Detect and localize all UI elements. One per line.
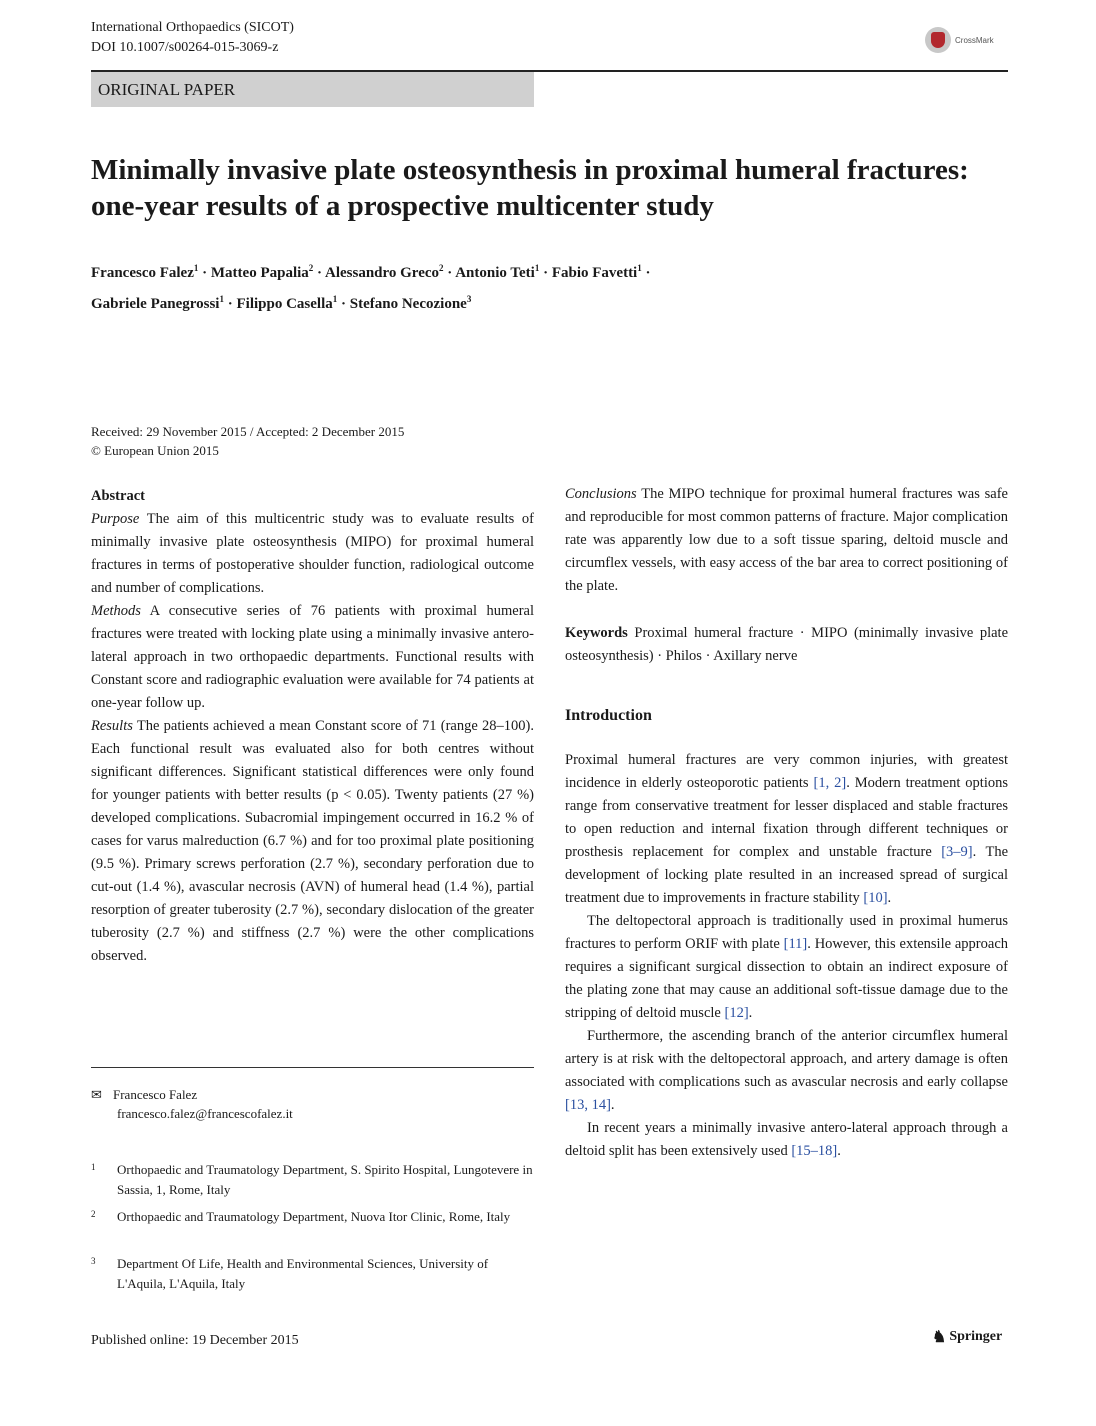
- citation-link[interactable]: [1, 2]: [813, 775, 847, 791]
- intro-paragraph-4: In recent years a minimally invasive antero-lateral approach through a deltoid split has been extensively used [15–18].: [565, 1120, 1008, 1159]
- citation-link[interactable]: [10]: [863, 890, 888, 906]
- abstract-purpose: Purpose The aim of this multicentric study was to evaluate results of minimally invasive plate osteosynthesis (MIPO) for proximal humeral fractures in terms of postoperative shoulder function, radiological outcome and number of complications.: [91, 511, 534, 596]
- footnote-rule: [91, 1067, 534, 1068]
- crossmark-icon: [925, 27, 951, 53]
- citation-link[interactable]: [11]: [783, 936, 808, 952]
- author[interactable]: Gabriele Panegrossi$^1$: [91, 294, 224, 312]
- author[interactable]: Matteo Papalia$^2$: [210, 263, 314, 281]
- section-tag: ORIGINAL PAPER: [91, 72, 534, 107]
- correspondence: [91, 1085, 534, 1123]
- published-online: Published online: 19 December 2015: [91, 1333, 299, 1348]
- author[interactable]: Fabio Favetti$^1$: [551, 263, 642, 281]
- crossmark-label: CrossMark: [955, 35, 994, 45]
- envelope-icon: ✉: [91, 1087, 102, 1102]
- author[interactable]: Alessandro Greco$^2$: [324, 263, 444, 281]
- journal-header: [91, 18, 294, 58]
- journal-name: International Orthopaedics (SICOT): [91, 20, 294, 35]
- doi[interactable]: DOI 10.1007/s00264-015-3069-z: [91, 40, 279, 55]
- affiliation: 1 Orthopaedic and Traumatology Department, S. Spirito Hospital, Lungotevere in Sassia, 1, Rome, Italy: [91, 1162, 533, 1197]
- email-link[interactable]: francesco.falez@francescofalez.it: [117, 1106, 293, 1121]
- intro-paragraph-3: Furthermore, the ascending branch of the anterior circumflex humeral artery is at risk with the deltopectoral approach, and artery damage is often associated with complications such as avascular necrosis and early collapse [13, 14].: [565, 1028, 1008, 1113]
- author[interactable]: Stefano Necozione$^3$: [349, 294, 472, 312]
- citation-link[interactable]: [15–18]: [791, 1143, 838, 1159]
- citation-link[interactable]: [12]: [724, 1005, 749, 1021]
- abstract-methods: Methods A consecutive series of 76 patients with proximal humeral fractures were treated with locking plate using a minimally invasive antero-lateral approach in two orthopaedic departments. Functional results with Constant score and radiographic evaluation were available for 74 patients at one-year follow up.: [91, 603, 535, 711]
- springer-horse-icon: ♞: [932, 1329, 947, 1346]
- received-accepted: Received: 29 November 2015 / Accepted: 2 December 2015: [91, 424, 405, 439]
- affiliation: 2 Orthopaedic and Traumatology Department, Nuova Itor Clinic, Rome, Italy: [91, 1209, 511, 1224]
- abstract: [91, 485, 534, 968]
- copyright: © European Union 2015: [91, 443, 219, 458]
- paper-title: Minimally invasive plate osteosynthesis in proximal humeral fractures: one-year results of a prospective multicenter study: [91, 154, 969, 222]
- publisher-name: Springer: [949, 1329, 1003, 1344]
- citation-link[interactable]: [13, 14]: [565, 1097, 611, 1113]
- citation-link[interactable]: [3–9]: [941, 844, 973, 860]
- crossmark-badge[interactable]: [925, 26, 1015, 54]
- publisher-logo: [932, 1327, 1002, 1347]
- intro-paragraph-1: Proximal humeral fractures are very common injuries, with greatest incidence in elderly osteoporotic patients [1, 2]. Modern treatment options range from conservative treatment for lesser displaced and stable fractures to open reduction and internal fixation through different techniques or prosthesis replacement for complex and unstable fracture [3–9]. The development of locking plate resulted in an increased spread of surgical treatment due to improvements in fracture stability [10].: [565, 752, 1009, 906]
- right-column: [565, 483, 1008, 1163]
- corresponding-author: Francesco Falez: [113, 1087, 198, 1102]
- abstract-conclusions: Conclusions The MIPO technique for proximal humeral fractures was safe and reproducible for most common patterns of fracture. Major complication rate was apparently low due to a soft tissue sparing, deltoid muscle and circumflex vessels, with easy access of the bar area to correct positioning of the plate.: [565, 486, 1008, 594]
- keywords: Keywords Proximal humeral fracture · MIPO (minimally invasive plate osteosynthesis) · Philos · Axillary nerve: [565, 625, 1009, 664]
- abstract-heading: Abstract: [91, 488, 145, 504]
- abstract-results: Results The patients achieved a mean Constant score of 71 (range 28–100). Each functional result was evaluated also for both centres without significant differences. Significant statistical differences were only found for younger patients with better results (p < 0.05). Twenty patients (27 %) developed complications. Subacromial impingement occurred in 16.2 % of cases for varus malreduction (6.7 %) and for too proximal plate positioning (9.5 %). Primary screws perforation (2.7 %), secondary perforation due to cut-out (1.4 %), avascular necrosis (AVN) of humeral head (1.4 %), partial resorption of greater tuberosity (2.7 %), secondary dislocation of the greater tuberosity (2.7 %) and stiffness (2.7 %) were the other complications observed.: [91, 718, 534, 964]
- author[interactable]: Antonio Teti$^1$: [455, 263, 540, 281]
- introduction-heading: Introduction: [565, 707, 652, 724]
- author[interactable]: Francesco Falez$^1$: [91, 263, 199, 281]
- intro-paragraph-2: The deltopectoral approach is traditionally used in proximal humerus fractures to perform ORIF with plate [11]. However, this extensile approach requires a significant surgical dissection to obtain an indirect exposure of the plating zone that may cause an additional soft-tissue damage due to the stripping of deltoid muscle [12].: [565, 913, 1008, 1021]
- dates-block: [91, 422, 404, 460]
- author-list: Francesco Falez$^1$ · Matteo Papalia$^2$ · Alessandro Greco$^2$ · Antonio Teti$^1$ · Fabio Favetti$^1$ · Gabriele Panegrossi$^1$ · Filippo Casella$^1$ · Stefano Necozione$^3$: [91, 263, 651, 312]
- author[interactable]: Filippo Casella$^1$: [236, 294, 338, 312]
- affiliation: 3 Department Of Life, Health and Environmental Sciences, University of L'Aquila, L'Aquila, Italy: [91, 1256, 489, 1291]
